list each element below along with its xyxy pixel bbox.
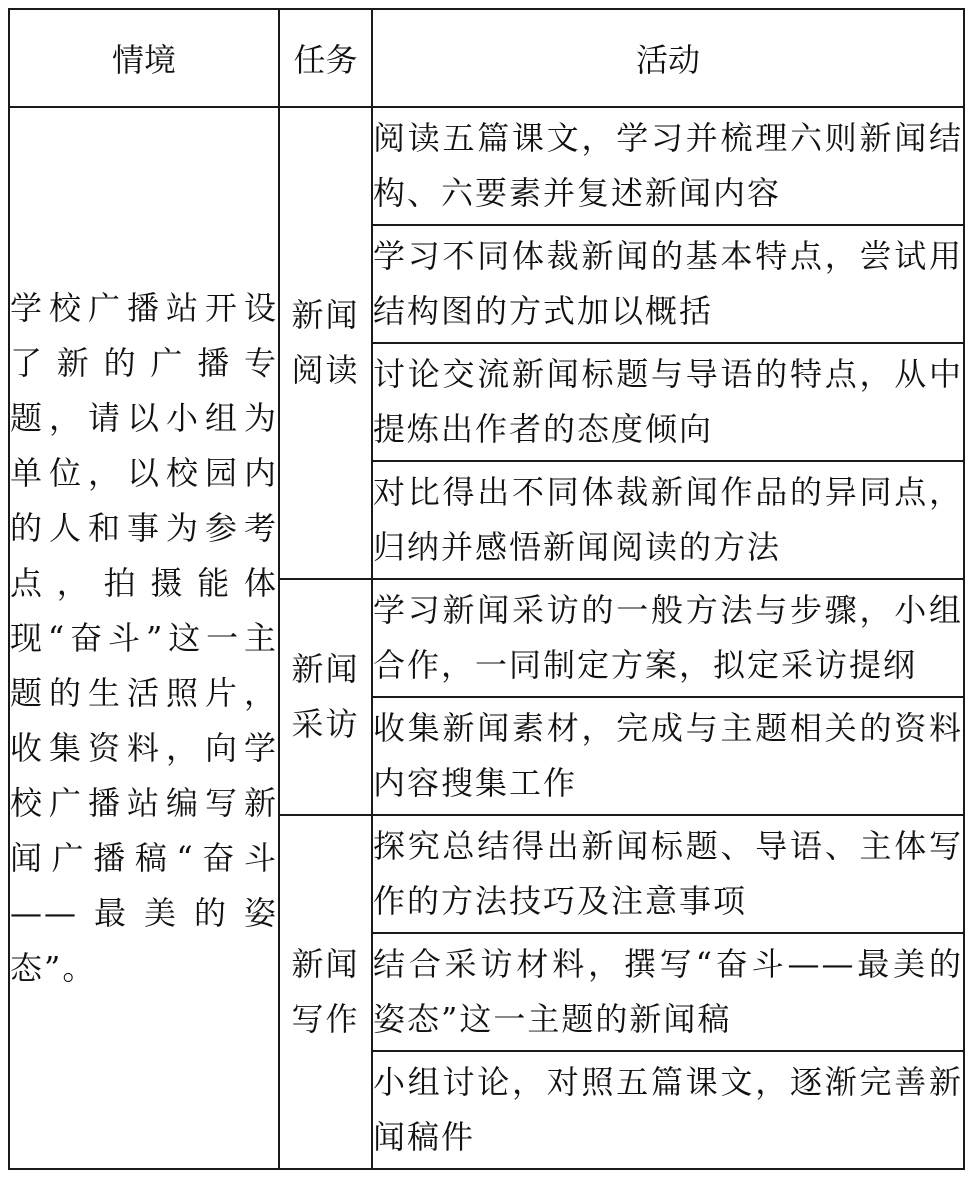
activity-cell: 讨论交流新闻标题与导语的特点，从中提炼出作者的态度倾向: [372, 343, 964, 461]
activity-cell: 结合采访材料，撰写“奋斗——最美的姿态”这一主题的新闻稿: [372, 933, 964, 1051]
task-news-writing: [279, 815, 372, 1169]
activity-cell: 对比得出不同体裁新闻作品的异同点，归纳并感悟新闻阅读的方法: [372, 461, 964, 579]
table-row: [9, 107, 964, 225]
activity-table: [8, 8, 965, 1170]
activity-cell: 探究总结得出新闻标题、导语、主体写作的方法技巧及注意事项: [372, 815, 964, 933]
task-label-line2: 采访: [291, 705, 360, 743]
header-activity: 活动: [372, 9, 964, 107]
activity-cell: 小组讨论，对照五篇课文，逐渐完善新闻稿件: [372, 1051, 964, 1169]
header-row: [9, 9, 964, 107]
task-label-line1: 新闻: [291, 945, 360, 983]
activity-cell: 收集新闻素材，完成与主题相关的资料内容搜集工作: [372, 697, 964, 815]
task-label-line1: 新闻: [291, 296, 360, 334]
task-label-line2: 阅读: [291, 351, 360, 389]
header-situation: 情境: [9, 9, 279, 107]
activity-cell: 阅读五篇课文，学习并梳理六则新闻结构、六要素并复述新闻内容: [372, 107, 964, 225]
task-label-line2: 写作: [291, 1000, 360, 1038]
situation-cell: 学校广播站开设了新的广播专题，请以小组为单位，以校园内的人和事为参考点，拍摄能体现“奋斗”这一主题的生活照片，收集资料，向学校广播站编写新闻广播稿“奋斗——最美的姿态”。: [9, 107, 279, 1169]
task-news-reading: [279, 107, 372, 579]
task-label-line1: 新闻: [291, 650, 360, 688]
activity-cell: 学习不同体裁新闻的基本特点，尝试用结构图的方式加以概括: [372, 225, 964, 343]
activity-cell: 学习新闻采访的一般方法与步骤，小组合作，一同制定方案，拟定采访提纲: [372, 579, 964, 697]
task-news-interview: [279, 579, 372, 815]
header-task: 任务: [279, 9, 372, 107]
